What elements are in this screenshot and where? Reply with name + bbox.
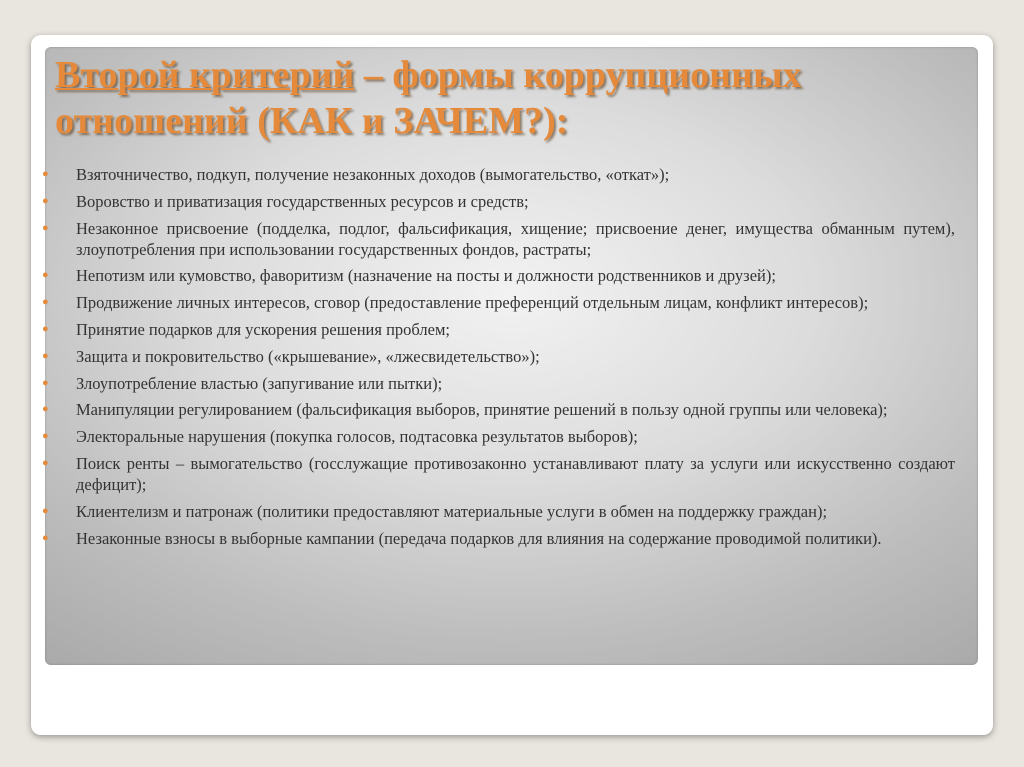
- list-item-text: Поиск ренты – вымогательство (госслужащие противозаконно устанавливают плату за услуги или искусственно создают дефицит);: [76, 453, 955, 494]
- bullet-icon: ●: [42, 349, 49, 362]
- bullet-icon: ●: [42, 221, 49, 234]
- list-item: [40, 191, 955, 212]
- bullet-icon: ●: [42, 322, 49, 335]
- list-item-text: Незаконные взносы в выборные кампании (передача подарков для влияния на содержание проводимой политики).: [76, 528, 882, 548]
- list-item-text: Защита и покровительство («крышевание», «лжесвидетельство»);: [76, 346, 540, 366]
- list-item: [40, 399, 955, 420]
- list-item-text: Манипуляции регулированием (фальсификация выборов, принятие решений в пользу одной группы или человека);: [76, 400, 888, 420]
- list-item-text: Клиентелизм и патронаж (политики предоставляют материальные услуги в обмен на поддержку граждан);: [76, 501, 828, 521]
- bullet-list: [40, 164, 955, 554]
- list-item-text: Воровство и приватизация государственных ресурсов и средств;: [76, 191, 529, 211]
- list-item: [40, 292, 955, 313]
- list-item: [40, 453, 955, 495]
- title-criterion: Второй критерий: [55, 54, 355, 96]
- list-item: [40, 501, 955, 522]
- bullet-icon: ●: [42, 194, 49, 207]
- list-item-text: Незаконное присвоение (подделка, подлог, фальсификация, хищение; присвоение денег, имущества обманным путем), злоупотребления при использовании государственных фондов, растраты;: [76, 218, 955, 259]
- bullet-icon: ●: [42, 531, 49, 544]
- bullet-icon: ●: [42, 168, 49, 180]
- list-item: [40, 265, 955, 286]
- list-item-text: Продвижение личных интересов, сговор (предоставление преференций отдельным лицам, конфликт интересов);: [76, 293, 869, 313]
- list-item: [40, 218, 955, 260]
- bullet-icon: ●: [42, 430, 49, 443]
- bullet-icon: ●: [42, 376, 49, 389]
- list-item: [40, 426, 955, 447]
- list-item-text: Принятие подарков для ускорения решения проблем;: [76, 319, 450, 339]
- bullet-icon: ●: [42, 456, 49, 469]
- list-item-text: Взяточничество, подкуп, получение незаконных доходов (вымогательство, «откат»);: [76, 165, 670, 184]
- list-item-text: Электоральные нарушения (покупка голосов, подтасовка результатов выборов);: [76, 427, 638, 447]
- list-item-text: Злоупотребление властью (запугивание или пытки);: [76, 373, 443, 393]
- list-item-text: Непотизм или кумовство, фаворитизм (назначение на посты и должности родственников и друзей);: [76, 266, 776, 286]
- list-item: [40, 528, 955, 549]
- bullet-icon: ●: [42, 403, 49, 416]
- slide-title: [55, 52, 965, 144]
- title-rest: – формы коррупционных отношений (КАК и ЗАЧЕМ?):: [55, 54, 802, 142]
- list-item: [40, 319, 955, 340]
- list-item: [40, 346, 955, 367]
- list-item: [40, 373, 955, 394]
- bullet-icon: ●: [42, 504, 49, 517]
- bullet-icon: ●: [42, 296, 49, 309]
- bullet-icon: ●: [42, 269, 49, 282]
- list-item: [40, 164, 955, 185]
